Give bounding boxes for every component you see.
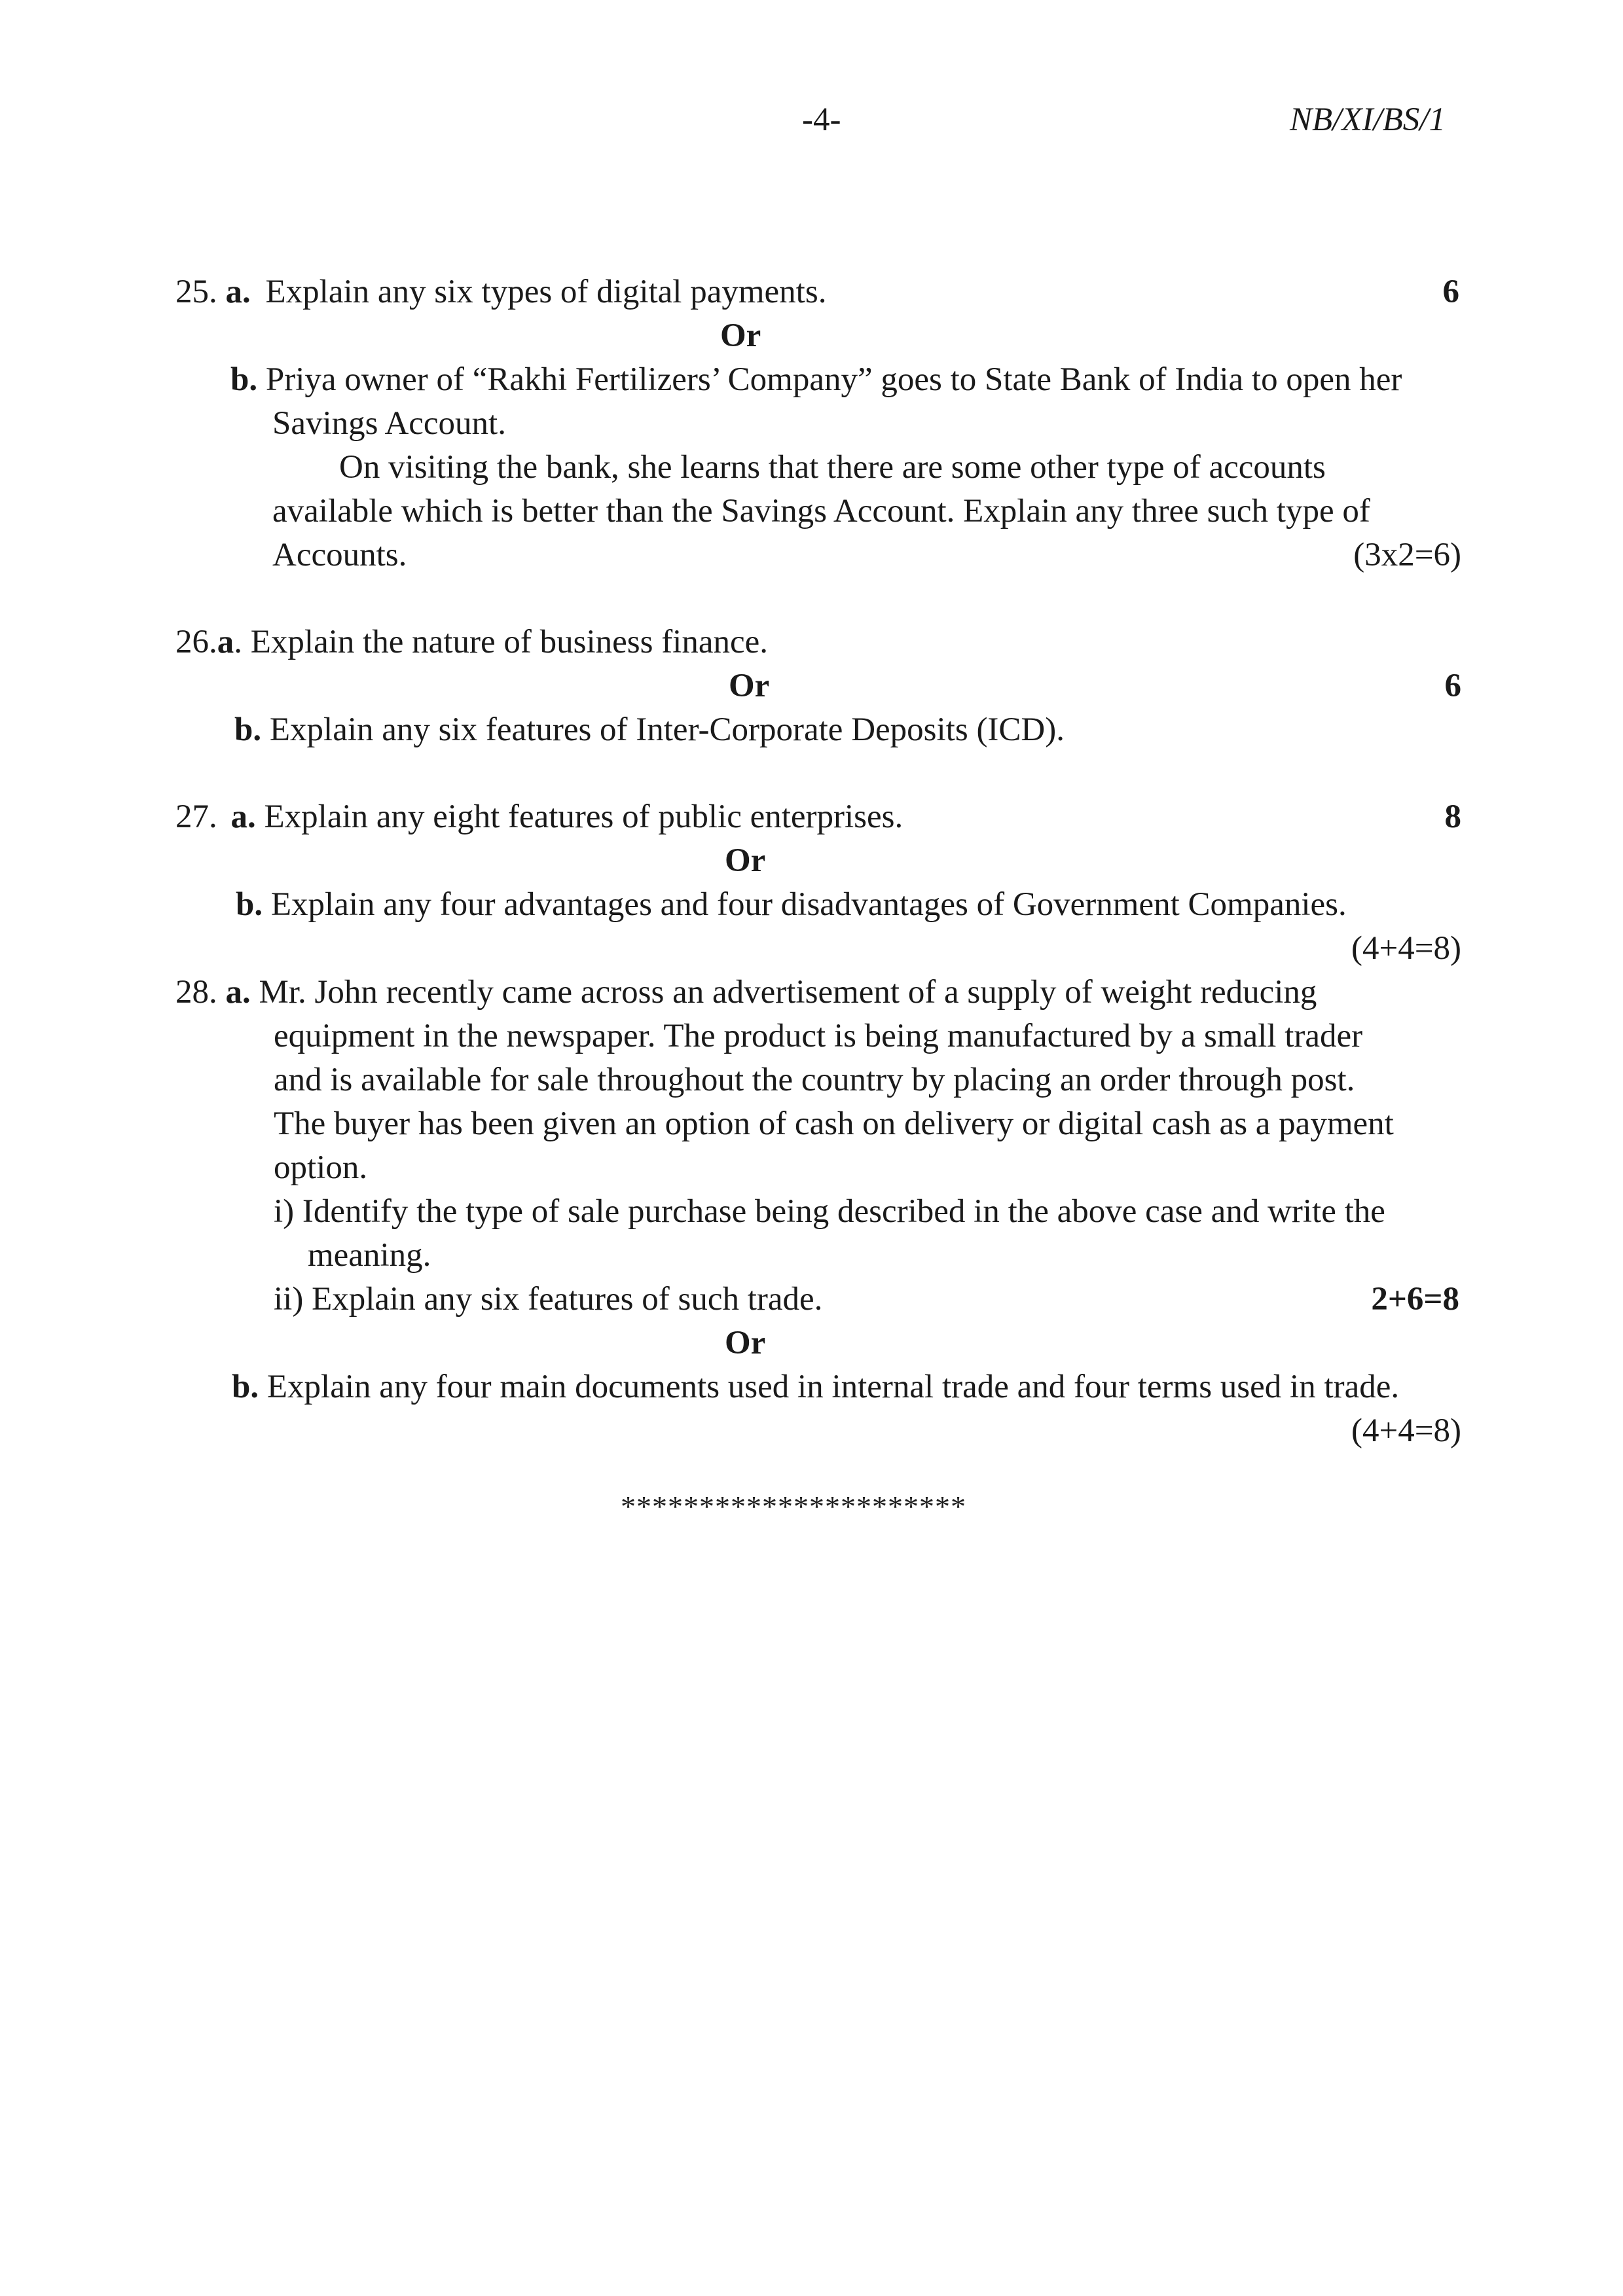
q25-b-line1 [230,358,1402,402]
q28-b-label: b. [232,1369,259,1405]
q27-a-label: a. [230,798,256,835]
end-of-paper-stars: ********************** [621,1490,966,1523]
q26-b-label: b. [234,711,262,748]
q28-number: 28. [175,974,217,1011]
q25-b-line2: Savings Account. [272,405,506,442]
q26-a-label: a [217,624,234,660]
q26-b-text: Explain any six features of Inter-Corporate Deposits (ICD). [269,711,1065,748]
q28-sub-i-line1: i) Identify the type of sale purchase being described in the above case and write the [274,1193,1385,1230]
q27-a-marks: 8 [1444,798,1461,835]
q25-or: Or [720,317,761,354]
q27-b-label: b. [236,886,263,923]
q28-sub-ii: ii) Explain any six features of such trade. [274,1281,823,1318]
q26-number: 26. [175,624,217,660]
q26-marks: 6 [1444,668,1461,704]
q25-a-label: a. [225,274,251,310]
q25-b-marks: (3x2=6) [1353,537,1461,573]
q26-or: Or [729,668,770,704]
q28-a-line3: and is available for sale throughout the country by placing an order through post. [274,1062,1355,1098]
q25-b-label: b. [230,361,258,398]
q28-b-marks: (4+4=8) [1351,1412,1461,1449]
q25-b-line5: Accounts. [272,537,407,573]
q28-a-line2: equipment in the newspaper. The product is being manufactured by a small trader [274,1018,1363,1054]
question-number [175,270,826,314]
page-number: -4- [802,101,841,138]
q25-a-marks: 6 [1442,274,1459,310]
q27-b-marks: (4+4=8) [1351,930,1461,967]
q25-b-line4: available which is better than the Savings Account. Explain any three such type of [272,493,1370,529]
q27-or: Or [725,842,766,879]
q28-a-line1 [175,971,1317,1014]
q26-a-text: . Explain the nature of business finance. [234,624,769,660]
q25-b-text-1: Priya owner of “Rakhi Fertilizers’ Company” goes to State Bank of India to open her [265,361,1402,398]
q27-number: 27. [175,798,217,835]
q28-sub-i-line2: meaning. [308,1237,431,1274]
q28-a-text-1: Mr. John recently came across an advertisement of a supply of weight reducing [259,974,1317,1011]
q28-b-text: Explain any four main documents used in internal trade and four terms used in trade. [266,1369,1400,1405]
q28-or: Or [725,1325,766,1361]
q28-b-line [232,1365,1399,1409]
q28-a-label: a. [225,974,251,1011]
q28-a-line4: The buyer has been given an option of cash on delivery or digital cash as a payment [274,1105,1394,1142]
q27-b-line [236,883,1347,927]
q26-a-line [175,620,768,664]
q25-b-line3: On visiting the bank, she learns that there are some other type of accounts [339,449,1326,486]
q25-a-text: Explain any six types of digital payments. [265,274,827,310]
q28-a-line5: option. [274,1149,368,1186]
q25-number: 25. [175,274,217,310]
q26-b-line [234,708,1065,752]
q27-a-text: Explain any eight features of public enterprises. [264,798,903,835]
q27-b-text: Explain any four advantages and four disadvantages of Government Companies. [270,886,1347,923]
paper-code: NB/XI/BS/1 [1290,101,1446,138]
q27-a-line [175,795,903,839]
q28-a-marks: 2+6=8 [1371,1281,1459,1318]
